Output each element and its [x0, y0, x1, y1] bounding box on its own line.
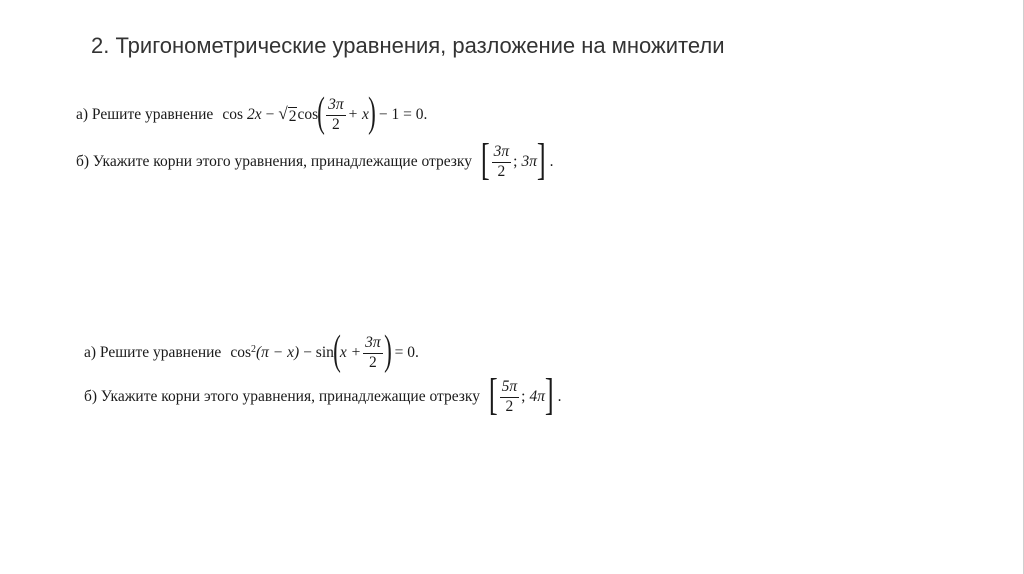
problem1-frac-num: 3π [326, 97, 346, 115]
page-title: 2. Тригонометрические уравнения, разложение на множители [91, 33, 725, 58]
problem2-x-plus: x + [339, 344, 362, 361]
problem2-fraction [363, 335, 383, 371]
problem1-sqrt-value: 2 [288, 108, 297, 126]
problem2-cos: cos [230, 344, 251, 361]
problem1-plus-x: + x [347, 106, 369, 123]
problem2-cos-arg: (π − x) [256, 344, 300, 361]
problem2-frac-den: 2 [369, 353, 377, 371]
problem2-interval-den: 2 [505, 397, 514, 415]
problem1-interval-end: . [549, 153, 554, 170]
problem1-tail: − 1 = 0. [378, 106, 428, 123]
problem1-frac-den: 2 [332, 115, 340, 133]
problem1-interval-sep: ; [513, 153, 518, 170]
problem1-interval-num: 3π [492, 144, 512, 162]
problem1-cos2: cos [297, 106, 319, 123]
problem1-interval-right: 3π [521, 153, 537, 170]
problem1-interval-den: 2 [497, 162, 506, 180]
problem2-interval-fraction [500, 379, 520, 415]
problem1-cos: cos [222, 106, 243, 123]
problem2-b-label: б) Укажите корни этого уравнения, принадлежащие отрезку [84, 388, 480, 405]
problem2-part-a: а) Решите уравнение cos $^2$ (π − x) − sin ( x + $\frac{3\pi}{2}$ ) = 0. [84, 328, 419, 374]
problem2-minus-sin: − sin [303, 344, 334, 361]
problem1-part-b: б) Укажите корни этого уравнения, принадлежащие отрезку [ $\frac{3\pi}{2}$ ; 3π ] . [76, 135, 554, 184]
problem1-sqrt: √ 2 [278, 104, 297, 126]
problem1-cos-arg: 2x [247, 106, 262, 123]
problem1-fraction [326, 97, 346, 133]
problem2-part-b: б) Укажите корни этого уравнения, принадлежащие отрезку [ $\frac{5\pi}{2}$ ; 4π ] . [84, 370, 562, 419]
problem1-a-label: а) Решите уравнение [76, 106, 214, 123]
problem2-tail: = 0. [394, 344, 419, 361]
problem2-interval-end: . [557, 388, 562, 405]
problem2-a-label: а) Решите уравнение [84, 344, 222, 361]
problem2-interval-num: 5π [500, 379, 520, 397]
problem1-b-label: б) Укажите корни этого уравнения, принадлежащие отрезку [76, 153, 472, 170]
problem1-minus: − [265, 106, 275, 123]
problem2-interval-right: 4π [529, 388, 545, 405]
problem1-interval-fraction [492, 144, 512, 180]
problem2-interval-sep: ; [521, 388, 526, 405]
problem2-power: 2 [251, 343, 256, 355]
problem1-part-a: а) Решите уравнение cos 2x − √ 2 cos ( $\frac{3\pi}{2}$ + x ) − 1 = 0. [76, 90, 428, 136]
problem2-frac-num: 3π [363, 335, 383, 353]
